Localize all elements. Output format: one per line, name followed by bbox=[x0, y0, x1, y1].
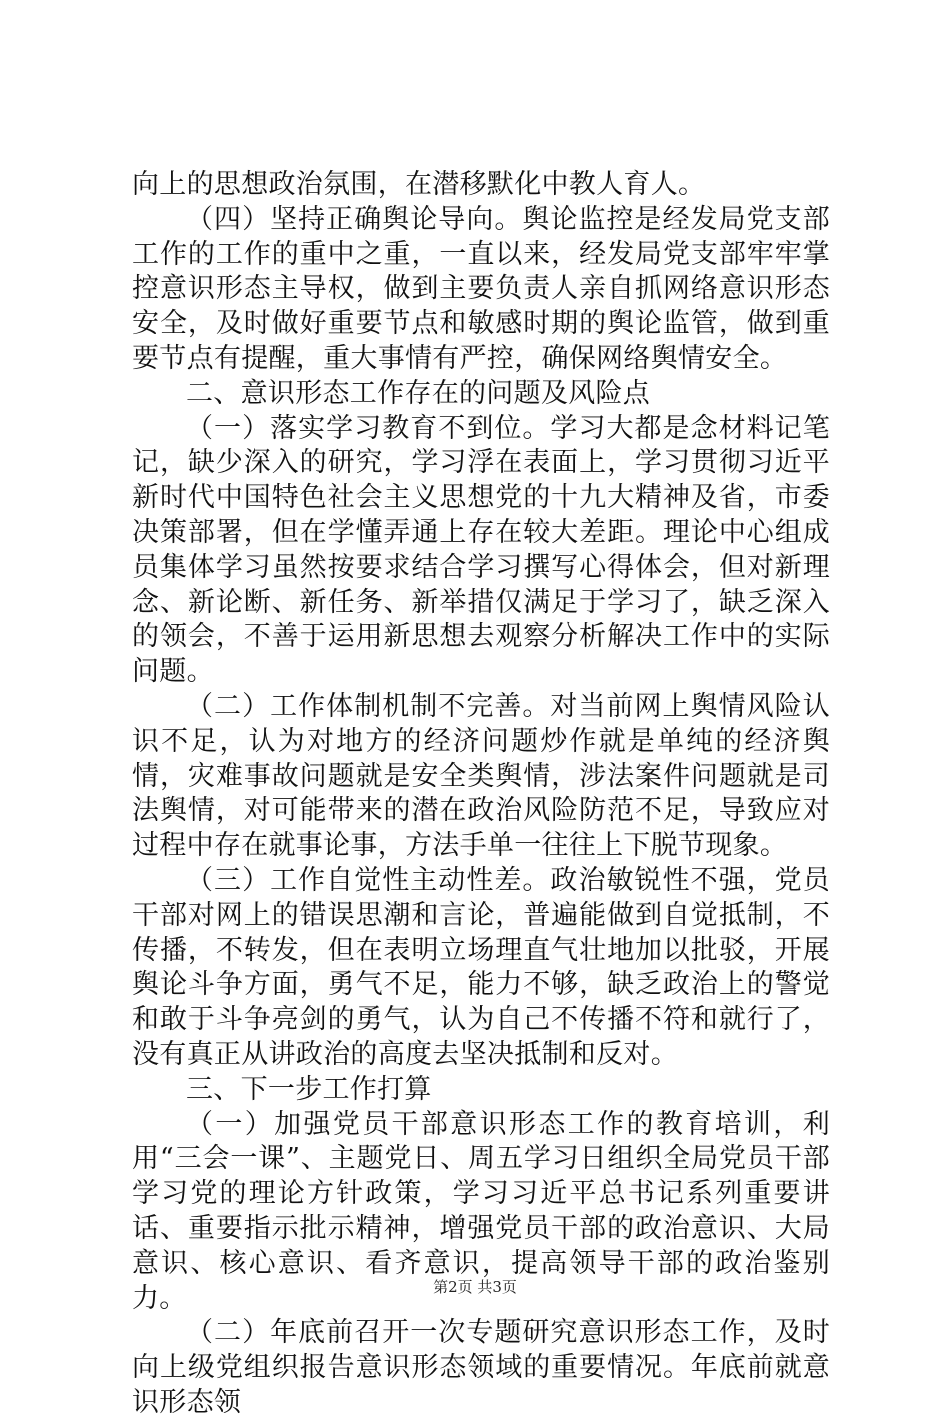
document-body bbox=[132, 168, 830, 1421]
paragraph: （二）工作体制机制不完善。对当前网上舆情风险认识不足，认为对地方的经济问题炒作就是单纯的经济舆情，灾难事故问题就是安全类舆情，涉法案件问题就是司法舆情，对可能带来的潜在政治风险防范不足，导致应对过程中存在就事论事，方法手单一往往上下脱节现象。 bbox=[132, 690, 830, 862]
paragraph: （二）年底前召开一次专题研究意识形态工作，及时向上级党组织报告意识形态领域的重要情况。年底前就意识形态领 bbox=[132, 1317, 830, 1418]
paragraph: （一）落实学习教育不到位。学习大都是念材料记笔记，缺少深入的研究，学习浮在表面上，学习贯彻习近平新时代中国特色社会主义思想党的十九大精神及省，市委决策部署，但在学懂弄通上存在较大差距。理论中心组成员集体学习虽然按要求结合学习撰写心得体会，但对新理念、新论断、新任务、新举措仅满足于学习了，缺乏深入的领会，不善于运用新思想去观察分析解决工作中的实际问题。 bbox=[132, 412, 830, 688]
paragraph: 向上的思想政治氛围，在潜移默化中教人育人。 bbox=[132, 169, 706, 200]
section-heading: 三、下一步工作打算 bbox=[186, 1073, 432, 1105]
paragraph: （三）工作自觉性主动性差。政治敏锐性不强，党员干部对网上的错误思潮和言论，普遍能做到自觉抵制，不传播，不转发，但在表明立场理直气壮地加以批驳，开展舆论斗争方面，勇气不足，能力不够，缺乏政治上的警觉和敢于斗争亮剑的勇气，认为自己不传播不符和就行了，没有真正从讲政治的高度去坚决抵制和反对。 bbox=[132, 864, 830, 1070]
paragraph: （一）加强党员干部意识形态工作的教育培训，利用“三会一课”、主题党日、周五学习日组织全局党员干部学习党的理论方针政策，学习习近平总书记系列重要讲话、重要指示批示精神，增强党员干部的政治意识、大局意识、核心意识、看齐意识，提高领导干部的政治鉴别力。 bbox=[132, 1108, 830, 1314]
page-number: 第2页 共3页 bbox=[433, 1278, 517, 1296]
paragraph: （四）坚持正确舆论导向。舆论监控是经发局党支部工作的工作的重中之重，一直以来，经发局党支部牢牢掌控意识形态主导权，做到主要负责人亲自抓网络意识形态安全，及时做好重要节点和敏感时期的舆论监管，做到重要节点有提醒，重大事情有严控，确保网络舆情安全。 bbox=[132, 203, 830, 374]
section-heading: 二、意识形态工作存在的问题及风险点 bbox=[186, 377, 651, 409]
